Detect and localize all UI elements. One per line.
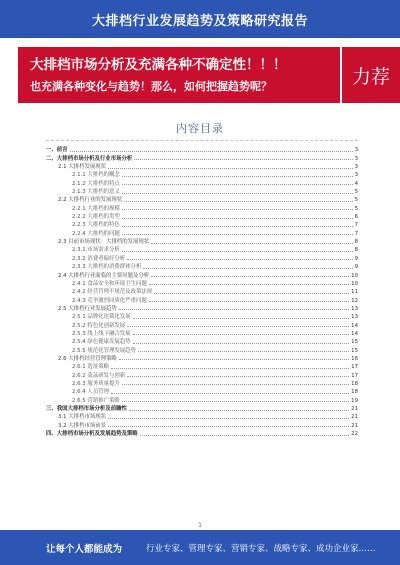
toc-entry[interactable]	[46, 354, 358, 362]
toc-leader-dots	[133, 334, 350, 335]
toc-entry[interactable]	[46, 170, 358, 178]
toc-entry[interactable]	[46, 195, 358, 203]
toc-entry-page: 7	[354, 222, 358, 229]
toc-leader-dots	[122, 184, 353, 185]
toc-entry[interactable]	[46, 228, 358, 236]
toc-entry-label: 2.5.5 规范化管理发展趋势	[72, 347, 136, 354]
toc-entry[interactable]	[46, 153, 358, 161]
toc-entry-page: 3	[354, 172, 358, 179]
toc-entry[interactable]	[46, 203, 358, 211]
toc-entry-label: 2.2.3 大排档的特色	[72, 222, 120, 229]
toc-entry-label: 2.5.2 特色化创新发展	[72, 322, 126, 329]
toc-leader-dots	[151, 243, 352, 244]
toc-entry[interactable]	[46, 253, 358, 261]
toc-entry-page: 8	[354, 239, 358, 246]
toc-leader-dots	[108, 418, 349, 419]
toc-entry[interactable]	[46, 237, 358, 245]
toc-entry-page: 11	[351, 289, 358, 296]
toc-divider	[46, 140, 358, 141]
toc-entry[interactable]	[46, 429, 358, 437]
toc-leader-dots	[122, 176, 353, 177]
toc-leader-dots	[138, 351, 349, 352]
toc-entry-label: 2.2.4 大排档的问题	[72, 230, 120, 237]
toc-entry[interactable]	[46, 379, 358, 387]
toc-entry-page: 3	[354, 155, 358, 162]
toc-entry-page: 21	[351, 414, 358, 421]
toc-entry-page: 13	[351, 314, 358, 321]
table-of-contents	[46, 145, 358, 437]
toc-entry[interactable]	[46, 262, 358, 270]
toc-entry-label: 2.6.2 菜品研发与创新	[72, 372, 126, 379]
toc-entry[interactable]	[46, 212, 358, 220]
toc-leader-dots	[70, 151, 353, 152]
toc-entry[interactable]	[46, 362, 358, 370]
toc-entry-label: 2.6.3 服务质量提升	[72, 380, 120, 387]
toc-entry[interactable]	[46, 304, 358, 312]
toc-entry[interactable]	[46, 295, 358, 303]
toc-entry-label: 2.1.2 大排档的特点	[72, 180, 120, 187]
toc-leader-dots	[133, 318, 350, 319]
toc-entry-page: 22	[351, 431, 358, 438]
toc-entry-label: 四、大排档市场分析及发展趋势及策略	[46, 431, 138, 438]
footer-bar	[0, 530, 400, 565]
toc-entry-page: 13	[351, 305, 358, 312]
toc-entry[interactable]	[46, 329, 358, 337]
toc-entry-label: 2.2.1 大排档的规模	[72, 205, 120, 212]
toc-entry-label: 2.1 大排档发展现状	[58, 164, 107, 171]
toc-leader-dots	[134, 159, 352, 160]
recommend-badge	[340, 47, 400, 103]
toc-entry-label: 2.2.2 大排档的类型	[72, 214, 120, 221]
toc-title: 内容目录	[176, 122, 224, 135]
toc-entry-page: 5	[354, 197, 358, 204]
toc-entry-page: 9	[354, 264, 358, 271]
toc-entry-label: 3.2 大排档市场前景	[58, 422, 107, 429]
toc-entry-label: 2.5 大排档行业发展趋势	[58, 305, 117, 312]
toc-entry-page: 14	[351, 322, 358, 329]
footer-slogan: 让每个人都能成为	[46, 544, 123, 555]
promo-banner	[18, 47, 400, 103]
toc-leader-dots	[127, 259, 352, 260]
toc-entry[interactable]	[46, 220, 358, 228]
toc-leader-dots	[127, 326, 349, 327]
banner-subline: 也充满各种变化与趋势！那么，如何把握趋势呢？	[30, 80, 272, 93]
toc-entry-page: 15	[351, 339, 358, 346]
toc-entry-label: 2.4 大排档行业面临的主要问题及分析	[58, 272, 150, 279]
toc-leader-dots	[149, 284, 349, 285]
toc-leader-dots	[122, 401, 349, 402]
toc-entry-page: 21	[351, 422, 358, 429]
toc-entry[interactable]	[46, 162, 358, 170]
toc-entry-page: 4	[354, 180, 358, 187]
toc-entry-label: 2.4.1 食品安全和环境卫生问题	[72, 280, 147, 287]
banner-headline: 大排档市场分析及充满各种不确定性！！！	[30, 57, 287, 73]
toc-entry-page: 8	[354, 247, 358, 254]
toc-entry-label: 2.4.3 竞争激烈同质化严重问题	[72, 297, 147, 304]
toc-entry[interactable]	[46, 370, 358, 378]
toc-entry-label: 2.2 大排档行业的发展现状	[58, 197, 123, 204]
toc-entry-page: 19	[351, 397, 358, 404]
toc-leader-dots	[122, 209, 353, 210]
toc-entry-label: 2.5.1 品牌化连锁化发展	[72, 314, 131, 321]
toc-entry-page: 3	[354, 164, 358, 171]
toc-leader-dots	[122, 218, 353, 219]
toc-leader-dots	[108, 168, 353, 169]
toc-entry-label: 2.1.3 大排档的意义	[72, 189, 120, 196]
toc-entry-label: 2.3.1 市场需求分析	[72, 247, 120, 254]
toc-leader-dots	[119, 359, 349, 360]
toc-entry-page: 10	[351, 272, 358, 279]
toc-entry-page: 21	[351, 406, 358, 412]
toc-entry-label: 一、前言	[46, 147, 68, 154]
toc-leader-dots	[108, 426, 349, 427]
toc-entry[interactable]	[46, 312, 358, 320]
toc-entry[interactable]	[46, 387, 358, 395]
report-title: 大排档行业发展趋势及策略研究报告	[91, 13, 308, 29]
toc-entry[interactable]	[46, 337, 358, 345]
toc-leader-dots	[122, 384, 349, 385]
toc-entry-page: 6	[354, 214, 358, 221]
top-title-bar	[0, 0, 400, 38]
toc-entry-page: 5	[354, 205, 358, 212]
toc-entry-label: 2.6.4 人员管理	[72, 389, 109, 396]
toc-leader-dots	[154, 293, 349, 294]
toc-entry-label: 2.5.3 线上线下融合发展	[72, 330, 131, 337]
toc-entry-label: 2.1.1 大排档的概念	[72, 172, 120, 179]
toc-leader-dots	[127, 376, 349, 377]
toc-entry[interactable]	[46, 245, 358, 253]
toc-entry-label: 2.6.5 营销推广策略	[72, 397, 120, 404]
toc-entry-label: 三、我国大排档市场分析及前瞻性	[46, 406, 127, 412]
toc-leader-dots	[111, 393, 349, 394]
toc-leader-dots	[149, 301, 349, 302]
badge-text: 力荐	[351, 65, 390, 88]
toc-entry[interactable]	[46, 178, 358, 186]
toc-entry[interactable]	[46, 395, 358, 403]
toc-entry-page: 9	[354, 255, 358, 262]
toc-leader-dots	[129, 410, 349, 411]
toc-entry[interactable]	[46, 345, 358, 353]
toc-entry-label: 2.6.1 选址策略	[72, 364, 109, 371]
toc-entry-page: 7	[354, 230, 358, 237]
toc-entry-label: 2.6 大排档经营管理策略	[58, 355, 117, 362]
toc-entry[interactable]	[46, 287, 358, 295]
toc-entry-page: 18	[351, 389, 358, 396]
toc-entry[interactable]	[46, 320, 358, 328]
toc-entry[interactable]	[46, 145, 358, 153]
toc-entry-page: 18	[351, 380, 358, 387]
toc-leader-dots	[119, 309, 349, 310]
page-number: 1	[198, 522, 202, 529]
toc-leader-dots	[124, 201, 352, 202]
toc-leader-dots	[122, 193, 353, 194]
toc-entry-page: 16	[351, 355, 358, 362]
toc-entry-page: 14	[351, 330, 358, 337]
toc-entry[interactable]	[46, 279, 358, 287]
toc-entry[interactable]	[46, 412, 358, 420]
toc-entry-page: 12	[351, 297, 358, 304]
toc-entry-page: 3	[354, 147, 358, 154]
toc-entry-page: 17	[351, 364, 358, 371]
toc-leader-dots	[122, 234, 353, 235]
toc-entry[interactable]	[46, 187, 358, 195]
toc-entry[interactable]	[46, 404, 358, 412]
toc-entry-label: 二、大排档市场分析及行业市场分析	[46, 155, 133, 162]
toc-leader-dots	[122, 226, 353, 227]
toc-entry-page: 5	[354, 189, 358, 196]
toc-entry-label: 2.3.2 消费者偏好分析	[72, 255, 126, 262]
toc-leader-dots	[140, 435, 349, 436]
toc-entry-label: 3.1 大排档市场现状	[58, 414, 107, 421]
toc-leader-dots	[143, 268, 352, 269]
toc-entry[interactable]	[46, 270, 358, 278]
toc-entry-page: 17	[351, 372, 358, 379]
toc-entry-page: 10	[351, 280, 358, 287]
toc-entry[interactable]	[46, 420, 358, 428]
toc-entry-label: 2.3 目前市场现状：大排档的发展现状	[58, 239, 150, 246]
toc-leader-dots	[122, 251, 353, 252]
toc-entry-label: 2.4.2 经营管理不规范及政策法规	[72, 289, 153, 296]
toc-entry-label: 2.3.3 大排档的消费群体分析	[72, 264, 142, 271]
toc-entry-label: 2.5.4 绿色健康发展趋势	[72, 339, 131, 346]
footer-roles: 行业专家、管理专家、营销专家、战略专家、成功企业家……	[146, 544, 376, 554]
toc-leader-dots	[111, 368, 349, 369]
toc-entry-page: 15	[351, 347, 358, 354]
toc-leader-dots	[151, 276, 349, 277]
toc-leader-dots	[133, 343, 350, 344]
